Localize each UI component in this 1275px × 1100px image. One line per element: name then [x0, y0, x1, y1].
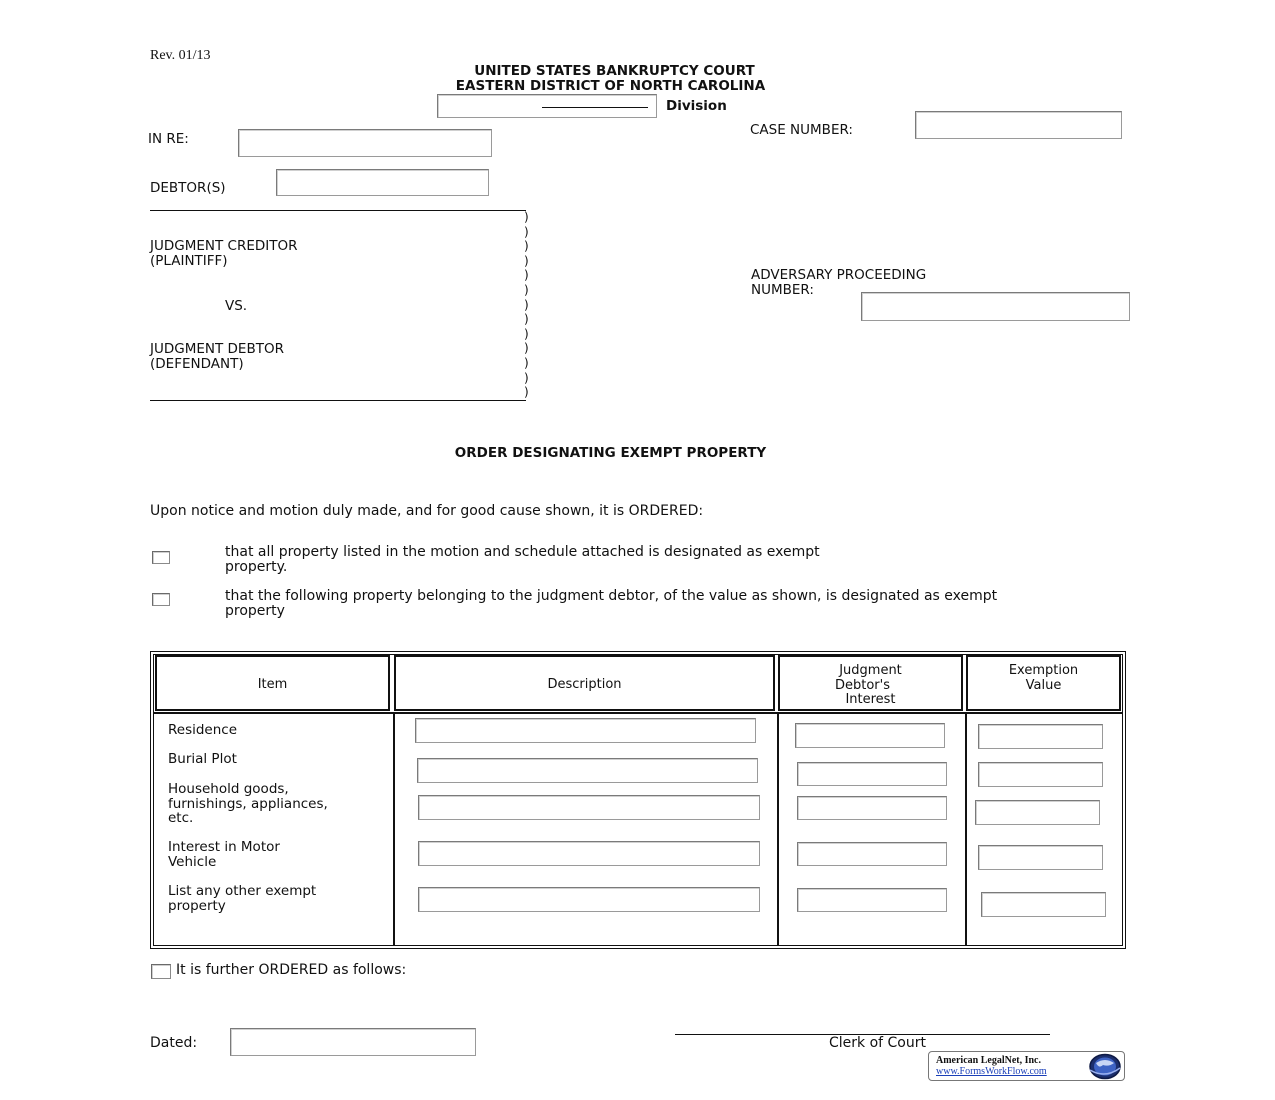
further-ordered-text: It is further ORDERED as follows:	[176, 962, 407, 978]
column-divider-2	[777, 712, 779, 945]
order-title: ORDER DESIGNATING EXEMPT PROPERTY	[454, 445, 767, 461]
household-interest-input[interactable]	[797, 796, 947, 820]
caption-top-rule	[150, 210, 526, 211]
column-header-value: Exemption Value	[1008, 663, 1079, 693]
vehicle-interest-input[interactable]	[797, 842, 947, 866]
column-header-description: Description	[547, 677, 622, 692]
clerk-of-court-label: Clerk of Court	[829, 1035, 926, 1051]
division-label: Division	[666, 98, 727, 114]
vehicle-value-input[interactable]	[978, 845, 1103, 870]
column-divider-1	[393, 712, 395, 945]
dated-input[interactable]	[230, 1028, 476, 1056]
option-following-property-checkbox[interactable]	[152, 593, 170, 606]
court-title-line2: EASTERN DISTRICT OF NORTH CAROLINA	[455, 78, 766, 94]
american-legalnet-logo[interactable]	[928, 1051, 1125, 1081]
adversary-proceeding-label: ADVERSARY PROCEEDING NUMBER:	[751, 267, 927, 298]
order-intro: Upon notice and motion duly made, and for good cause shown, it is ORDERED:	[150, 503, 704, 519]
caption-paren-column: ) ) ) ) ) ) ) ) ) ) ) ) )	[524, 210, 529, 400]
in-re-label: IN RE:	[148, 131, 189, 147]
other-interest-input[interactable]	[797, 888, 947, 912]
row-label-household-goods: Household goods, furnishings, appliances, etc.	[168, 781, 328, 826]
column-divider-3	[965, 712, 967, 945]
in-re-input[interactable]	[238, 129, 492, 157]
vs-label: VS.	[225, 298, 248, 314]
division-input[interactable]	[437, 94, 657, 118]
judgment-creditor-label: JUDGMENT CREDITOR (PLAINTIFF)	[150, 238, 298, 269]
case-number-input[interactable]	[915, 111, 1122, 139]
caption-bottom-rule	[150, 400, 526, 401]
header-body-separator	[153, 712, 1123, 714]
further-ordered-checkbox[interactable]	[151, 964, 171, 979]
globe-icon	[1087, 1053, 1123, 1080]
other-description-input[interactable]	[418, 887, 760, 912]
division-underline	[542, 107, 648, 108]
option-all-property-text: that all property listed in the motion and schedule attached is designated as exempt property.	[225, 544, 820, 575]
burial-interest-input[interactable]	[797, 762, 947, 786]
row-label-residence: Residence	[168, 722, 238, 738]
option-following-property-text: that the following property belonging to the judgment debtor, of the value as shown, is designated as exempt property	[225, 588, 998, 619]
row-label-motor-vehicle: Interest in Motor Vehicle	[168, 839, 280, 870]
dated-label: Dated:	[150, 1035, 198, 1051]
residence-interest-input[interactable]	[795, 723, 945, 748]
vehicle-description-input[interactable]	[418, 841, 760, 866]
option-all-property-checkbox[interactable]	[152, 551, 170, 564]
case-number-label: CASE NUMBER:	[750, 122, 853, 138]
judgment-debtor-label: JUDGMENT DEBTOR (DEFENDANT)	[150, 341, 284, 372]
column-header-interest: Judgment Debtor's Interest	[834, 663, 902, 707]
household-value-input[interactable]	[975, 800, 1100, 825]
household-description-input[interactable]	[418, 795, 760, 820]
adversary-number-input[interactable]	[861, 292, 1130, 321]
court-title-line1: UNITED STATES BANKRUPTCY COURT	[474, 63, 755, 79]
row-label-burial-plot: Burial Plot	[168, 751, 237, 767]
column-header-item: Item	[257, 677, 288, 692]
burial-description-input[interactable]	[417, 758, 758, 783]
residence-value-input[interactable]	[978, 724, 1103, 749]
revision-label: Rev. 01/13	[150, 48, 211, 63]
other-value-input[interactable]	[981, 892, 1106, 917]
debtors-label: DEBTOR(S)	[150, 180, 226, 196]
burial-value-input[interactable]	[978, 762, 1103, 787]
residence-description-input[interactable]	[415, 718, 756, 743]
row-label-other-property: List any other exempt property	[168, 883, 317, 914]
logo-url-link[interactable]: www.FormsWorkFlow.com	[936, 1066, 1047, 1077]
logo-company-name: American LegalNet, Inc.	[936, 1055, 1041, 1066]
debtors-input[interactable]	[276, 169, 489, 196]
